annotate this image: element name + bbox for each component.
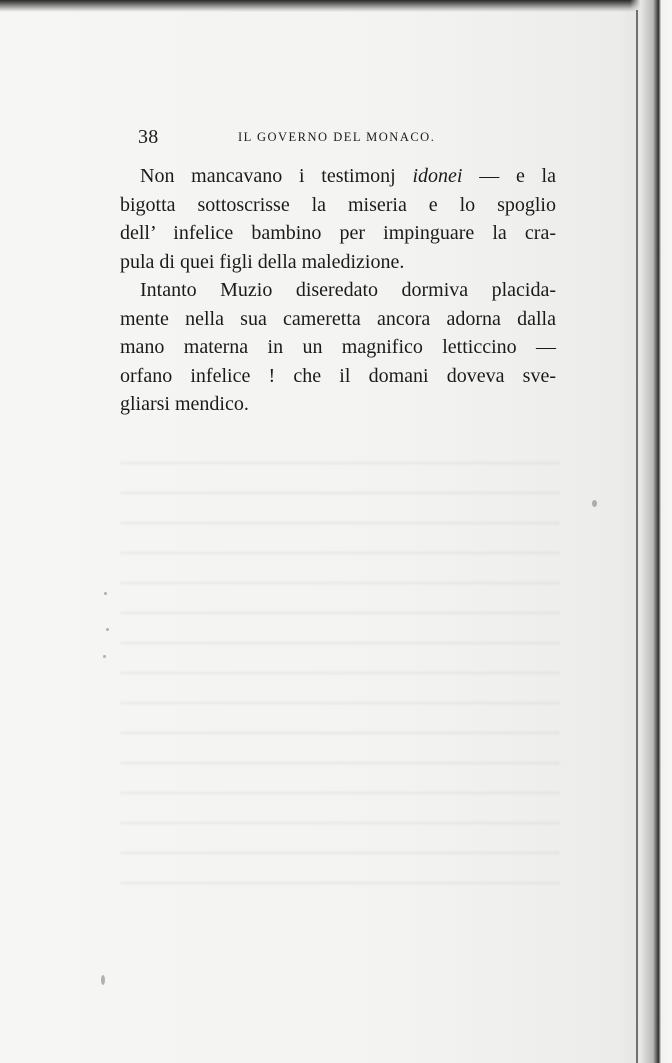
paper-speck [103,655,106,658]
binding-line [636,10,638,1063]
italic-word: idonei [412,165,463,187]
page-header [138,126,558,152]
paragraph [120,276,556,419]
top-edge-shadow [0,0,672,12]
text-line: pula di quei figli della maledizione. [120,250,405,273]
text-line: Non mancavano i testimonj idonei — e la [140,165,556,187]
paragraph [120,162,556,276]
paper-speck [104,592,107,595]
text-line: bigotta sottoscrisse la miseria e lo spoglio [120,193,556,216]
paper-speck [592,500,597,507]
text-line: gliarsi mendico. [120,393,249,415]
text-line: mente nella sua cameretta ancora adorna dalla [120,307,556,330]
text-line: orfano infelice ! che il domani doveva sve- [120,364,556,387]
text-line: Intanto Muzio diseredato dormiva placida- [140,279,556,301]
text-line: mano materna in un magnifico letticcino — [120,336,556,358]
paper-speck [106,628,109,631]
paper-speck [101,975,105,985]
running-title: IL GOVERNO DEL MONACO. [238,130,436,144]
page-number: 38 [138,126,159,148]
text-line: dell’ infelice bambino per impinguare la cra- [120,222,556,244]
bleed-through-text [120,440,560,910]
body-text [120,162,556,419]
